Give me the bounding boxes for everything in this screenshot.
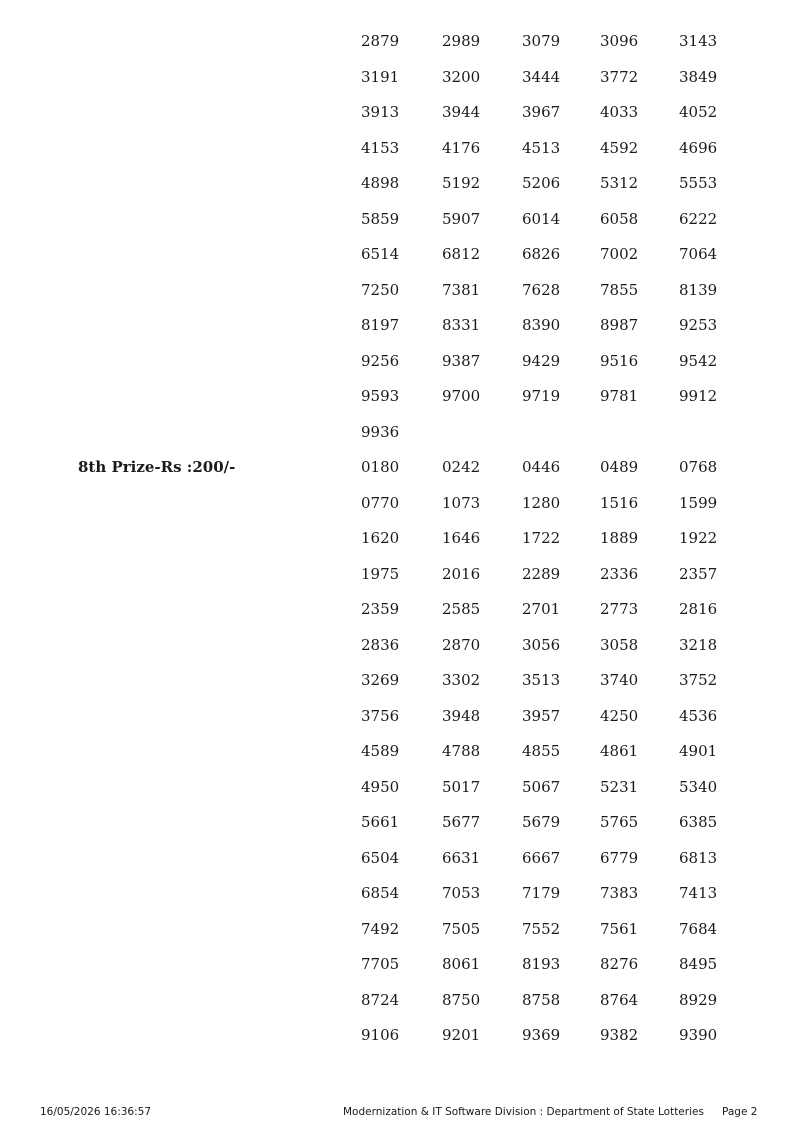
ticket-number: 5679 [522, 813, 561, 831]
table-row [0, 670, 800, 690]
ticket-number: 8193 [522, 955, 561, 973]
table-row [0, 67, 800, 87]
ticket-number: 3740 [600, 671, 639, 689]
ticket-number: 7855 [600, 280, 639, 299]
ticket-number: 1280 [522, 493, 561, 512]
ticket-number: 3948 [442, 706, 481, 725]
ticket-number: 7413 [679, 884, 718, 902]
ticket-number: 4901 [679, 742, 718, 760]
ticket-number: 8495 [679, 955, 718, 973]
ticket-number: 3849 [679, 67, 718, 86]
ticket-number: 7505 [442, 919, 481, 938]
ticket-number: 7684 [679, 919, 718, 938]
ticket-number: 4536 [679, 706, 718, 725]
ticket-number: 3191 [361, 67, 400, 86]
ticket-number: 7179 [522, 884, 561, 902]
ticket-number: 1922 [679, 529, 718, 547]
ticket-number: 4898 [361, 174, 400, 192]
ticket-number: 4950 [361, 777, 400, 796]
ticket-number: 4513 [522, 138, 561, 157]
ticket-number: 5677 [442, 813, 481, 831]
ticket-number: 5231 [600, 777, 639, 796]
ticket-number: 5907 [442, 209, 481, 228]
table-row [0, 244, 800, 264]
ticket-number: 8390 [522, 316, 561, 334]
ticket-number: 2836 [361, 635, 400, 654]
ticket-number: 4153 [361, 138, 400, 157]
ticket-number: 3143 [679, 32, 718, 50]
prize-label: 8th Prize-Rs :200/- [78, 458, 236, 476]
ticket-number: 9201 [442, 1026, 481, 1044]
ticket-number: 6813 [679, 848, 718, 867]
ticket-number: 9542 [679, 351, 718, 370]
ticket-number: 8139 [679, 280, 718, 299]
ticket-number: 3957 [522, 706, 561, 725]
ticket-number: 9516 [600, 351, 639, 370]
ticket-number: 5553 [679, 174, 718, 192]
ticket-number: 6779 [600, 848, 639, 867]
ticket-number: 2359 [361, 600, 400, 618]
ticket-number: 1516 [600, 493, 639, 512]
footer-page-number: Page 2 [722, 1106, 758, 1118]
ticket-number: 3967 [522, 103, 561, 121]
table-row [0, 102, 800, 122]
ticket-number: 5340 [679, 777, 718, 796]
table-row [0, 457, 800, 477]
ticket-number: 6854 [361, 884, 400, 902]
ticket-number: 8276 [600, 955, 639, 973]
ticket-number: 8197 [361, 316, 400, 334]
ticket-number: 5859 [361, 209, 400, 228]
ticket-number: 6812 [442, 245, 481, 263]
ticket-number: 9781 [600, 387, 639, 405]
ticket-number: 3913 [361, 103, 400, 121]
ticket-number: 3302 [442, 671, 481, 689]
ticket-number: 4696 [679, 138, 718, 157]
ticket-number: 3513 [522, 671, 561, 689]
ticket-number: 2701 [522, 600, 561, 618]
ticket-number: 8724 [361, 990, 400, 1009]
table-row [0, 883, 800, 903]
ticket-number: 9369 [522, 1026, 561, 1044]
ticket-number: 3058 [600, 635, 639, 654]
table-row [0, 209, 800, 229]
ticket-number: 9429 [522, 351, 561, 370]
ticket-number: 9256 [361, 351, 400, 370]
ticket-number: 7492 [361, 919, 400, 938]
table-row [0, 280, 800, 300]
ticket-number: 3200 [442, 67, 481, 86]
ticket-number: 7628 [522, 280, 561, 299]
ticket-number: 5017 [442, 777, 481, 796]
ticket-number: 2816 [679, 600, 718, 618]
ticket-number: 3096 [600, 32, 639, 50]
ticket-number: 4176 [442, 138, 481, 157]
ticket-number: 9719 [522, 387, 561, 405]
ticket-number: 2989 [442, 32, 481, 50]
table-row [0, 351, 800, 371]
ticket-number: 6514 [361, 245, 400, 263]
ticket-number: 1620 [361, 529, 400, 547]
ticket-number: 1975 [361, 564, 400, 583]
table-row [0, 422, 800, 442]
ticket-number: 8331 [442, 316, 481, 334]
table-row [0, 919, 800, 939]
ticket-number: 7002 [600, 245, 639, 263]
table-row [0, 990, 800, 1010]
ticket-number: 6014 [522, 209, 561, 228]
ticket-number: 4592 [600, 138, 639, 157]
table-row [0, 741, 800, 761]
ticket-number: 3756 [361, 706, 400, 725]
table-row [0, 564, 800, 584]
ticket-number: 2773 [600, 600, 639, 618]
ticket-number: 0242 [442, 458, 481, 476]
ticket-number: 2289 [522, 564, 561, 583]
table-row [0, 1025, 800, 1045]
ticket-number: 7561 [600, 919, 639, 938]
ticket-number: 6385 [679, 813, 718, 831]
ticket-number: 4788 [442, 742, 481, 760]
ticket-number: 3772 [600, 67, 639, 86]
ticket-number: 1722 [522, 529, 561, 547]
table-row [0, 386, 800, 406]
ticket-number: 1646 [442, 529, 481, 547]
footer-timestamp: 16/05/2026 16:36:57 [40, 1106, 152, 1118]
ticket-number: 7381 [442, 280, 481, 299]
ticket-number: 9253 [679, 316, 718, 334]
table-row [0, 493, 800, 513]
table-row [0, 315, 800, 335]
table-row [0, 706, 800, 726]
ticket-number: 9912 [679, 387, 718, 405]
ticket-number: 4861 [600, 742, 639, 760]
table-row [0, 954, 800, 974]
ticket-number: 5067 [522, 777, 561, 796]
ticket-number: 2870 [442, 635, 481, 654]
ticket-number: 4855 [522, 742, 561, 760]
ticket-number: 9700 [442, 387, 481, 405]
ticket-number: 6826 [522, 245, 561, 263]
table-row [0, 812, 800, 832]
ticket-number: 8764 [600, 990, 639, 1009]
ticket-number: 0770 [361, 493, 400, 512]
table-row [0, 599, 800, 619]
ticket-number: 6222 [679, 209, 718, 228]
ticket-number: 4589 [361, 742, 400, 760]
ticket-number: 0768 [679, 458, 718, 476]
footer-division: Modernization & IT Software Division : Department of State Lotteries [343, 1106, 704, 1118]
ticket-number: 4033 [600, 103, 639, 121]
ticket-number: 2879 [361, 32, 400, 50]
ticket-number: 8929 [679, 990, 718, 1009]
ticket-number: 0446 [522, 458, 561, 476]
ticket-number: 2585 [442, 600, 481, 618]
table-row [0, 31, 800, 51]
ticket-number: 8987 [600, 316, 639, 334]
table-row [0, 528, 800, 548]
table-row [0, 635, 800, 655]
ticket-number: 2336 [600, 564, 639, 583]
ticket-number: 1889 [600, 529, 639, 547]
ticket-number: 8758 [522, 990, 561, 1009]
ticket-number: 3444 [522, 67, 561, 86]
table-row [0, 777, 800, 797]
ticket-number: 2357 [679, 564, 718, 583]
ticket-number: 9382 [600, 1026, 639, 1044]
ticket-number: 6504 [361, 848, 400, 867]
ticket-number: 3269 [361, 671, 400, 689]
ticket-number: 4052 [679, 103, 718, 121]
ticket-number: 7552 [522, 919, 561, 938]
ticket-number: 3752 [679, 671, 718, 689]
ticket-number: 5661 [361, 813, 400, 831]
ticket-number: 9106 [361, 1026, 400, 1044]
ticket-number: 9936 [361, 422, 400, 441]
ticket-number: 9390 [679, 1026, 718, 1044]
ticket-number: 7250 [361, 280, 400, 299]
ticket-number: 3218 [679, 635, 718, 654]
ticket-number: 3944 [442, 103, 481, 121]
ticket-number: 7053 [442, 884, 481, 902]
ticket-number: 0180 [361, 458, 400, 476]
ticket-number: 3056 [522, 635, 561, 654]
ticket-number: 6667 [522, 848, 561, 867]
ticket-number: 2016 [442, 564, 481, 583]
ticket-number: 6631 [442, 848, 481, 867]
table-row [0, 173, 800, 193]
ticket-number: 5206 [522, 174, 561, 192]
ticket-number: 1599 [679, 493, 718, 512]
ticket-number: 7705 [361, 955, 400, 973]
ticket-number: 9387 [442, 351, 481, 370]
ticket-number: 7383 [600, 884, 639, 902]
ticket-number: 8061 [442, 955, 481, 973]
ticket-number: 0489 [600, 458, 639, 476]
ticket-number: 5312 [600, 174, 639, 192]
ticket-number: 9593 [361, 387, 400, 405]
ticket-number: 3079 [522, 32, 561, 50]
ticket-number: 1073 [442, 493, 481, 512]
ticket-number: 8750 [442, 990, 481, 1009]
table-row [0, 848, 800, 868]
ticket-number: 5765 [600, 813, 639, 831]
ticket-number: 6058 [600, 209, 639, 228]
table-row [0, 138, 800, 158]
ticket-number: 7064 [679, 245, 718, 263]
ticket-number: 4250 [600, 706, 639, 725]
ticket-number: 5192 [442, 174, 481, 192]
